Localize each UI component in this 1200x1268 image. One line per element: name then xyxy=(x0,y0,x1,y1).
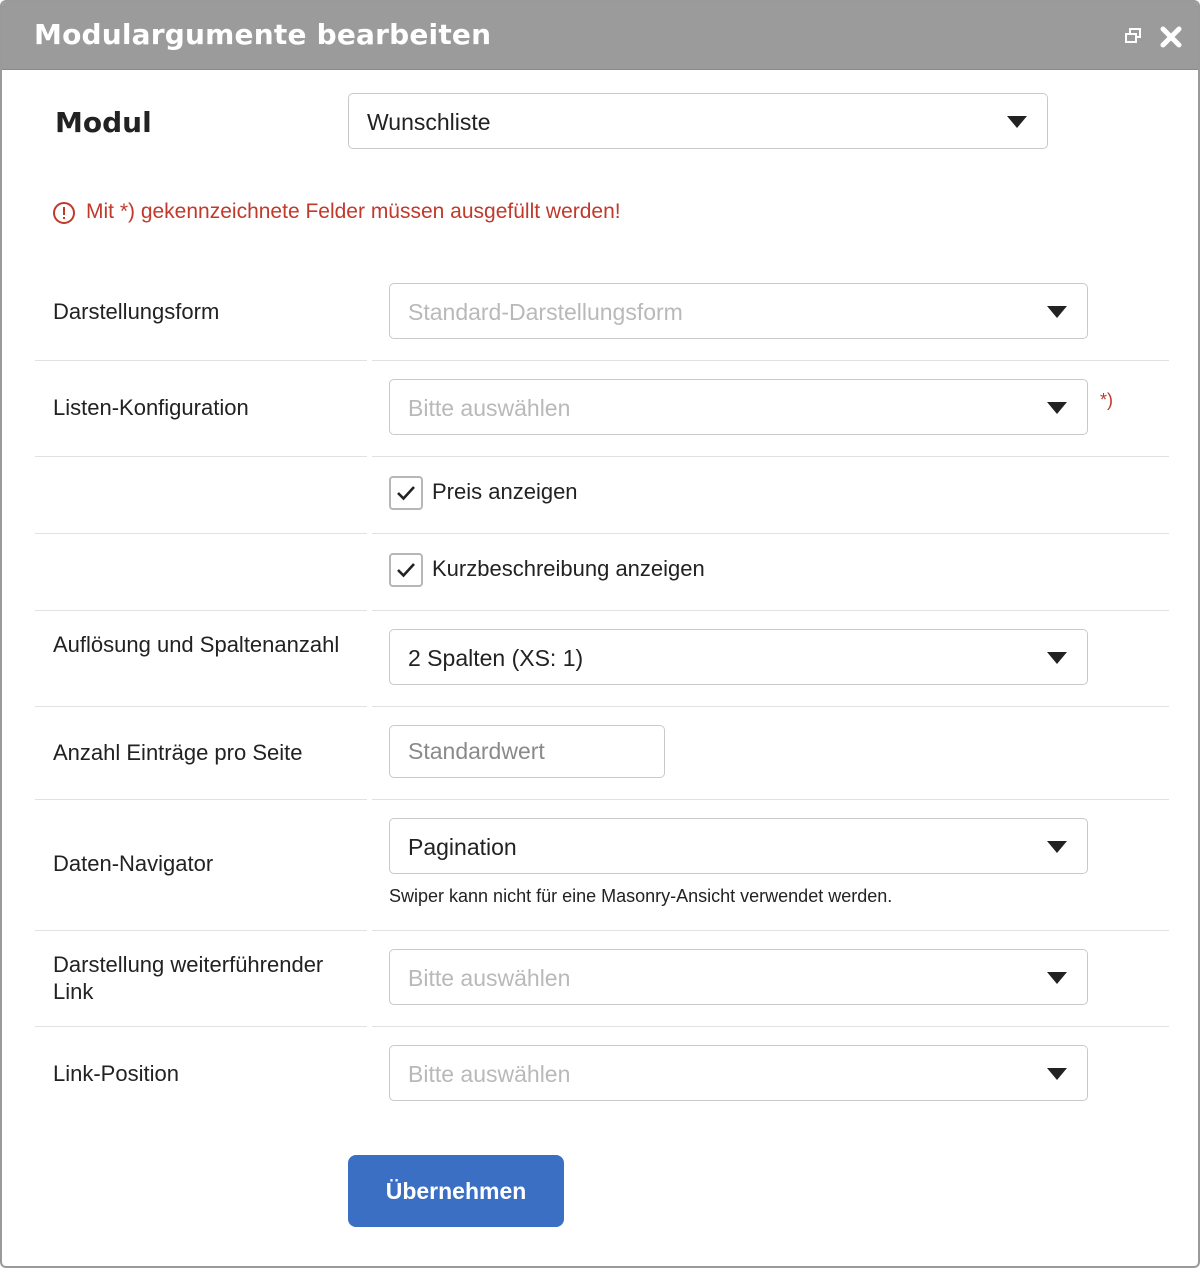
row-divider xyxy=(372,533,1169,534)
checkmark-icon xyxy=(396,561,416,579)
listen-konfiguration-label: Listen-Konfiguration xyxy=(53,395,249,420)
row-divider xyxy=(372,799,1169,800)
aufloesung-select[interactable] xyxy=(389,629,1088,685)
darstellung-link-label xyxy=(53,951,323,1005)
restore-window-icon[interactable] xyxy=(1120,24,1146,50)
checkmark-icon xyxy=(396,484,416,502)
darstellungsform-label: Darstellungsform xyxy=(53,299,220,324)
link-position-select[interactable] xyxy=(389,1045,1088,1101)
row-divider xyxy=(372,610,1169,611)
row-divider xyxy=(372,456,1169,457)
preis-anzeigen-label[interactable]: Preis anzeigen xyxy=(432,479,578,504)
chevron-down-icon xyxy=(1007,116,1027,128)
dialog-title: Modulargumente bearbeiten xyxy=(34,18,492,51)
listen-konfiguration-placeholder: Bitte auswählen xyxy=(408,395,571,421)
chevron-down-icon xyxy=(1047,402,1067,414)
link-position-placeholder: Bitte auswählen xyxy=(408,1061,571,1087)
listen-konfiguration-select[interactable] xyxy=(389,379,1088,435)
row-divider xyxy=(372,930,1169,931)
row-divider xyxy=(35,706,367,707)
darstellung-link-select[interactable] xyxy=(389,949,1088,1005)
daten-navigator-hint: Swiper kann nicht für eine Masonry-Ansicht verwendet werden. xyxy=(389,886,893,906)
kurzbeschreibung-anzeigen-label[interactable]: Kurzbeschreibung anzeigen xyxy=(432,556,705,581)
module-label: Modul xyxy=(55,106,152,139)
darstellungsform-select[interactable] xyxy=(389,283,1088,339)
submit-button[interactable]: Übernehmen xyxy=(348,1155,564,1227)
row-divider xyxy=(372,1026,1169,1027)
row-divider xyxy=(35,610,367,611)
aufloesung-value: 2 Spalten (XS: 1) xyxy=(408,645,584,671)
chevron-down-icon xyxy=(1047,652,1067,664)
close-icon[interactable] xyxy=(1158,24,1184,50)
link-position-label: Link-Position xyxy=(53,1061,179,1086)
row-divider xyxy=(372,360,1169,361)
preis-anzeigen-checkbox[interactable] xyxy=(389,476,423,510)
row-divider xyxy=(35,456,367,457)
darstellungsform-placeholder: Standard-Darstellungsform xyxy=(408,299,683,325)
daten-navigator-label: Daten-Navigator xyxy=(53,851,214,876)
chevron-down-icon xyxy=(1047,306,1067,318)
darstellung-link-placeholder: Bitte auswählen xyxy=(408,965,571,991)
row-divider xyxy=(35,360,367,361)
module-select-value: Wunschliste xyxy=(367,109,491,135)
chevron-down-icon xyxy=(1047,972,1067,984)
chevron-down-icon xyxy=(1047,1068,1067,1080)
row-divider xyxy=(372,706,1169,707)
row-divider xyxy=(35,1026,367,1027)
dialog-titlebar[interactable] xyxy=(2,2,1198,70)
required-fields-notice-text: Mit *) gekennzeichnete Felder müssen ausgefüllt werden! xyxy=(86,200,621,223)
anzahl-eintraege-input[interactable] xyxy=(389,725,665,778)
row-divider xyxy=(35,799,367,800)
required-marker: *) xyxy=(1100,390,1113,410)
daten-navigator-select[interactable] xyxy=(389,818,1088,874)
daten-navigator-value: Pagination xyxy=(408,834,517,860)
kurzbeschreibung-anzeigen-checkbox[interactable] xyxy=(389,553,423,587)
darstellung-link-label-line1: Darstellung weiterführender xyxy=(53,952,324,977)
module-select[interactable] xyxy=(348,93,1048,149)
aufloesung-label: Auflösung und Spaltenanzahl xyxy=(53,632,340,657)
chevron-down-icon xyxy=(1047,841,1067,853)
anzahl-eintraege-label: Anzahl Einträge pro Seite xyxy=(53,740,303,765)
row-divider xyxy=(35,930,367,931)
exclamation-circle-icon xyxy=(52,201,76,225)
row-divider xyxy=(35,533,367,534)
darstellung-link-label-line2: Link xyxy=(53,979,94,1004)
